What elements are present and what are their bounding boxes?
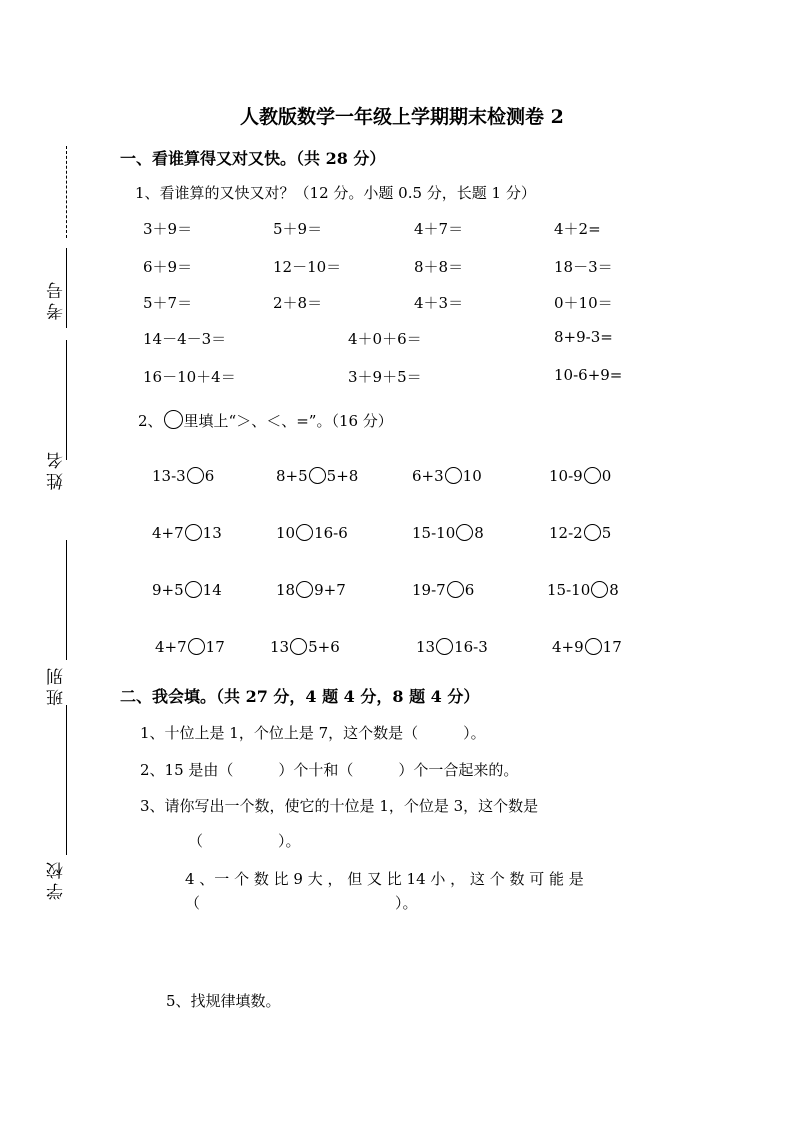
answer-circle[interactable] — [309, 467, 326, 484]
left-operand: 4+7 — [152, 524, 184, 542]
comparison-item — [412, 467, 482, 485]
circle-icon — [164, 410, 183, 429]
answer-circle[interactable] — [591, 581, 608, 598]
right-operand: 8 — [609, 581, 619, 599]
answer-circle[interactable] — [296, 581, 313, 598]
fill-question-2: 2、15 是由（ ）个十和（ ）个一合起来的。 — [140, 761, 519, 779]
left-operand: 13 — [270, 638, 290, 656]
right-operand: 17 — [602, 638, 622, 656]
comparison-item — [276, 467, 358, 485]
comparison-item — [155, 638, 225, 656]
q2-number: 2、 — [138, 412, 163, 430]
comparison-item — [412, 581, 474, 599]
left-operand: 19-7 — [412, 581, 446, 599]
answer-circle[interactable] — [290, 638, 307, 655]
right-operand: 6 — [464, 581, 475, 599]
comparison-item — [549, 467, 611, 485]
answer-circle[interactable] — [584, 524, 601, 541]
comparison-item — [552, 638, 622, 656]
section1-heading: 一、看谁算得又对又快。（共 28 分） — [120, 149, 386, 168]
problem: 8+9-3= — [554, 328, 613, 346]
left-operand: 6+3 — [412, 467, 444, 485]
problem: 10-6+9= — [554, 366, 623, 384]
problem: 5＋9＝ — [273, 220, 323, 238]
left-operand: 13 — [416, 638, 436, 656]
left-operand: 13-3 — [152, 467, 186, 485]
right-operand: 13 — [202, 524, 222, 542]
answer-circle[interactable] — [185, 581, 202, 598]
left-operand: 4+9 — [552, 638, 584, 656]
fill-question-4: 4 、一 个 数 比 9 大 ， 但 又 比 14 小 ， 这 个 数 可 能 是 — [185, 870, 584, 888]
right-operand: 17 — [205, 638, 225, 656]
comparison-item — [270, 638, 340, 656]
answer-circle[interactable] — [456, 524, 473, 541]
left-operand: 18 — [276, 581, 296, 599]
section2-heading: 二、我会填。（共 27 分，4 题 4 分，8 题 4 分） — [120, 687, 480, 706]
left-operand: 4+7 — [155, 638, 187, 656]
comparison-item — [412, 524, 484, 542]
dashed-line — [66, 146, 67, 238]
right-operand: 5 — [601, 524, 612, 542]
fill-question-3: 3、请你写出一个数，使它的十位是 1，个位是 3，这个数是 — [140, 797, 539, 815]
answer-circle[interactable] — [187, 467, 204, 484]
problem: 8＋8＝ — [414, 258, 464, 276]
comparison-item — [152, 524, 222, 542]
comparison-item — [549, 524, 611, 542]
right-operand: 5+6 — [308, 638, 340, 656]
class-line — [66, 540, 67, 660]
class-label: 班别 — [47, 664, 67, 706]
problem: 2＋8＝ — [273, 294, 323, 312]
comparison-item — [416, 638, 488, 656]
exam-number-line — [66, 248, 67, 328]
answer-circle[interactable] — [436, 638, 453, 655]
answer-circle[interactable] — [296, 524, 313, 541]
problem: 3＋9＋5＝ — [348, 368, 422, 386]
fill-question-5: 5、找规律填数。 — [166, 992, 281, 1010]
school-label: 学校 — [47, 858, 67, 900]
right-operand: 6 — [204, 467, 215, 485]
comparison-item — [547, 581, 619, 599]
exam-number-label: 考号 — [47, 278, 67, 320]
problem: 16－10＋4＝ — [143, 368, 236, 386]
comparison-item — [276, 581, 346, 599]
answer-circle[interactable] — [445, 467, 462, 484]
problem: 4＋2= — [554, 220, 601, 238]
right-operand: 8 — [474, 524, 484, 542]
name-label: 姓名 — [47, 448, 67, 490]
right-operand: 16-6 — [314, 524, 348, 542]
problem: 4＋7＝ — [414, 220, 464, 238]
name-line — [66, 340, 67, 460]
school-line — [66, 705, 67, 855]
right-operand: 10 — [462, 467, 482, 485]
left-operand: 15-10 — [412, 524, 456, 542]
answer-circle[interactable] — [185, 524, 202, 541]
problem: 4＋3＝ — [414, 294, 464, 312]
problem: 3＋9＝ — [143, 220, 193, 238]
right-operand: 14 — [202, 581, 222, 599]
right-operand: 16-3 — [454, 638, 488, 656]
comparison-item — [276, 524, 348, 542]
right-operand: 5+8 — [326, 467, 359, 485]
fill-question-1: 1、十位上是 1，个位上是 7，这个数是（ ）。 — [140, 724, 486, 742]
q2-instruction — [138, 410, 393, 431]
left-operand: 9+5 — [152, 581, 184, 599]
problem: 4＋0＋6＝ — [348, 330, 422, 348]
problem: 14－4－3＝ — [143, 330, 227, 348]
fill-question-3-blank: （ ）。 — [188, 832, 301, 850]
right-operand: 9+7 — [314, 581, 346, 599]
left-operand: 10 — [276, 524, 296, 542]
comparison-item — [152, 467, 214, 485]
answer-circle[interactable] — [584, 467, 601, 484]
left-operand: 8+5 — [276, 467, 308, 485]
problem: 5＋7＝ — [143, 294, 193, 312]
comparison-item — [152, 581, 222, 599]
left-operand: 15-10 — [547, 581, 591, 599]
q1-instruction: 1、看谁算的又快又对？（12 分。小题 0.5 分，长题 1 分） — [135, 184, 536, 202]
answer-circle[interactable] — [447, 581, 464, 598]
q2-text: 里填上“＞、＜、=”。（16 分） — [183, 412, 393, 430]
right-operand: 0 — [601, 467, 612, 485]
left-operand: 10-9 — [549, 467, 583, 485]
answer-circle[interactable] — [585, 638, 602, 655]
left-operand: 12-2 — [549, 524, 583, 542]
problem: 6＋9＝ — [143, 258, 193, 276]
answer-circle[interactable] — [188, 638, 205, 655]
problem: 0＋10＝ — [554, 294, 613, 312]
page-title: 人教版数学一年级上学期期末检测卷 2 — [240, 106, 564, 128]
problem: 18－3＝ — [554, 258, 613, 276]
fill-question-4-blank: （ ）。 — [185, 894, 418, 912]
problem: 12－10＝ — [273, 258, 342, 276]
